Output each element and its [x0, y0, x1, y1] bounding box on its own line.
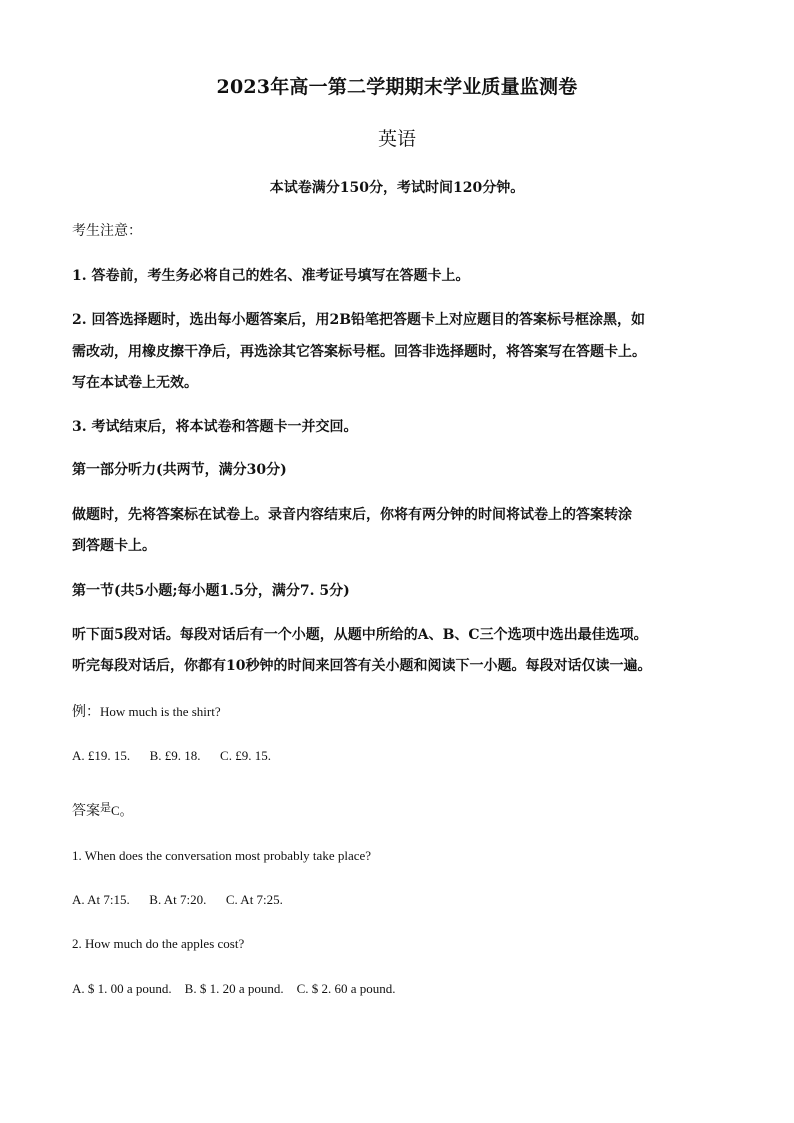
example-options: A. £19. 15. B. £9. 18. C. £9. 15. [72, 748, 271, 763]
example-answer-sup: 是 [100, 801, 111, 814]
subject-title: 英语 [377, 128, 416, 150]
section1-instruction-line-1: 听下面5段对话。每段对话后有一个小题，从题中所给的A、B、C三个选项中选出最佳选项。 [72, 627, 648, 643]
question-1: 1. When does the conversation most probably take place? [72, 848, 372, 863]
example-prefix: 例： [72, 704, 100, 720]
part1-instruction-line-2: 到答题卡上。 [72, 538, 156, 554]
score-info: 本试卷满分150分，考试时间120分钟。 [269, 180, 525, 196]
notice-item-2-line-3: 写在本试卷上无效。 [72, 375, 198, 391]
notice-item-3: 3. 考试结束后，将本试卷和答题卡一并交回。 [72, 419, 358, 435]
example-question: How much is the shirt? [100, 704, 221, 719]
question-2: 2. How much do the apples cost? [72, 936, 245, 951]
exam-title: 2023年高一第二学期期末学业质量监测卷 [216, 76, 578, 98]
part1-instruction-line-1: 做题时，先将答案标在试卷上。录音内容结束后，你将有两分钟的时间将试卷上的答案转涂 [72, 507, 632, 523]
example-answer-value: C。 [111, 803, 133, 818]
question-2-options: A. $ 1. 00 a pound. B. $ 1. 20 a pound. C. $ 2. 60 a pound. [72, 981, 396, 996]
example-answer-prefix: 答案 [72, 803, 100, 819]
notice-item-2-line-1: 2. 回答选择题时，选出每小题答案后，用2B铅笔把答题卡上对应题目的答案标号框涂黑，如 [72, 312, 646, 328]
notice-heading: 考生注意： [72, 223, 142, 239]
notice-item-1: 1. 答卷前，考生务必将自己的姓名、准考证号填写在答题卡上。 [72, 268, 470, 284]
example-answer-line [72, 796, 732, 826]
section1-instruction-line-2: 听完每段对话后，你都有10秒钟的时间来回答有关小题和阅读下一小题。每段对话仅读一遍。 [72, 658, 652, 674]
notice-item-2-line-2: 需改动，用橡皮擦干净后，再选涂其它答案标号框。回答非选择题时，将答案写在答题卡上。 [72, 344, 646, 360]
section1-heading: 第一节(共5小题;每小题1.5分，满分7. 5分) [72, 583, 350, 599]
example-question-line [72, 697, 732, 727]
part1-heading: 第一部分听力(共两节，满分30分) [72, 462, 287, 478]
question-1-options: A. At 7:15. B. At 7:20. C. At 7:25. [72, 892, 283, 907]
